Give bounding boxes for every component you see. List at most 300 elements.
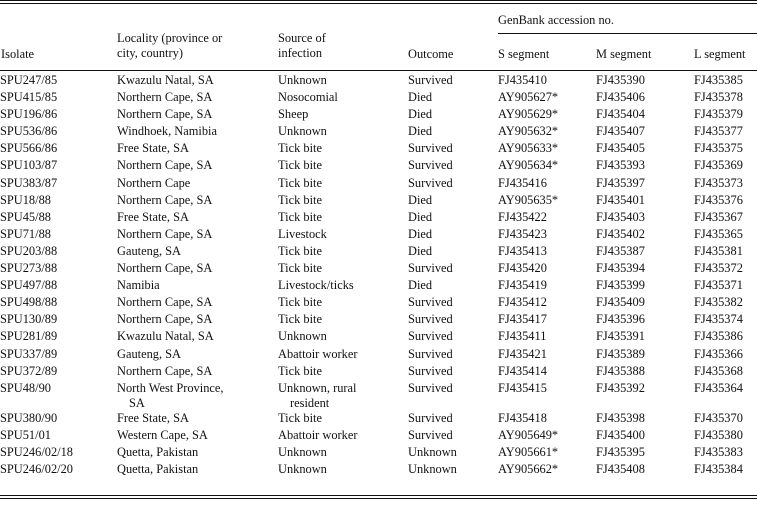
source-cell-text: Tick bite bbox=[278, 141, 322, 156]
outcome-cell bbox=[408, 381, 498, 411]
m-segment-cell-text: FJ435406 bbox=[596, 90, 645, 105]
source-cell-text: Tick bite bbox=[278, 209, 322, 224]
m-segment-cell-text: FJ435391 bbox=[596, 329, 645, 344]
outcome-cell-text: Survived bbox=[408, 363, 453, 378]
l-segment-cell-text: FJ435372 bbox=[694, 261, 743, 276]
source-cell-text: Unknown, rural bbox=[278, 380, 357, 395]
outcome-cell-text: Died bbox=[408, 226, 433, 241]
s-segment-cell-text: FJ435410 bbox=[498, 73, 547, 87]
locality-cell bbox=[117, 364, 278, 381]
s-segment-cell-text: FJ435411 bbox=[498, 329, 547, 344]
isolate-cell bbox=[0, 176, 117, 193]
l-segment-cell-text: FJ435367 bbox=[694, 209, 743, 224]
s-segment-cell bbox=[498, 364, 596, 381]
locality-cell-text: Free State, SA bbox=[117, 410, 189, 425]
source-cell-text: Livestock bbox=[278, 226, 327, 241]
top-rule-thin bbox=[0, 3, 757, 4]
s-segment-cell bbox=[498, 445, 596, 462]
s-segment-cell-text: AY905635* bbox=[498, 192, 559, 207]
locality-cell bbox=[117, 73, 278, 90]
locality-cell bbox=[117, 107, 278, 124]
m-segment-cell-text: FJ435392 bbox=[596, 380, 645, 395]
l-segment-cell-text: FJ435365 bbox=[694, 226, 743, 241]
isolate-cell-text: SPU372/89 bbox=[0, 363, 58, 378]
s-segment-cell-text: FJ435419 bbox=[498, 278, 547, 293]
outcome-cell bbox=[408, 445, 498, 462]
locality-cell-text: Northern Cape, SA bbox=[117, 295, 213, 310]
isolate-cell bbox=[0, 445, 117, 462]
s-segment-cell bbox=[498, 312, 596, 329]
isolate-cell bbox=[0, 312, 117, 329]
isolate-cell-text: SPU18/88 bbox=[0, 192, 51, 207]
table-row bbox=[0, 295, 757, 312]
source-cell bbox=[278, 193, 408, 210]
locality-cell bbox=[117, 445, 278, 462]
isolate-cell-text: SPU566/86 bbox=[0, 141, 58, 156]
top-rule-thick bbox=[0, 0, 757, 1]
locality-cell-text: Northern Cape bbox=[117, 175, 191, 190]
isolate-cell bbox=[0, 107, 117, 124]
l-segment-cell bbox=[694, 278, 757, 295]
l-segment-cell-text: FJ435382 bbox=[694, 295, 743, 310]
header-m-segment: M segment bbox=[596, 47, 652, 61]
isolate-cell bbox=[0, 227, 117, 244]
table-row bbox=[0, 227, 757, 244]
m-segment-cell-text: FJ435395 bbox=[596, 444, 645, 459]
outcome-cell bbox=[408, 244, 498, 261]
s-segment-cell-text: FJ435415 bbox=[498, 380, 547, 395]
source-cell-text: Tick bite bbox=[278, 175, 322, 190]
l-segment-cell-text: FJ435368 bbox=[694, 363, 743, 378]
outcome-cell bbox=[408, 462, 498, 479]
source-cell-text-line2: resident bbox=[290, 395, 330, 410]
source-cell-text: Tick bite bbox=[278, 243, 322, 258]
l-segment-cell bbox=[694, 347, 757, 364]
source-cell-text: Unknown bbox=[278, 444, 327, 459]
header-locality-line1: Locality (province or bbox=[117, 31, 223, 45]
s-segment-cell-text: AY905661* bbox=[498, 444, 559, 459]
s-segment-cell bbox=[498, 462, 596, 479]
source-cell bbox=[278, 227, 408, 244]
bottom-rule-thin bbox=[0, 495, 757, 496]
locality-cell-text-line2: SA bbox=[129, 395, 145, 410]
header-outcome: Outcome bbox=[408, 47, 454, 61]
m-segment-cell bbox=[596, 124, 694, 141]
m-segment-cell bbox=[596, 411, 694, 428]
table-row bbox=[0, 462, 757, 479]
source-cell-text: Tick bite bbox=[278, 261, 322, 276]
outcome-cell-text: Survived bbox=[408, 380, 453, 395]
isolate-cell bbox=[0, 329, 117, 346]
l-segment-cell bbox=[694, 381, 757, 411]
isolate-cell bbox=[0, 347, 117, 364]
l-segment-cell bbox=[694, 107, 757, 124]
outcome-cell-text: Survived bbox=[408, 312, 453, 327]
outcome-cell-text: Died bbox=[408, 209, 433, 224]
source-cell-text: Tick bite bbox=[278, 363, 322, 378]
header-s-segment: S segment bbox=[498, 47, 550, 61]
s-segment-cell bbox=[498, 347, 596, 364]
source-cell bbox=[278, 244, 408, 261]
source-cell-text: Unknown bbox=[278, 461, 327, 476]
m-segment-cell bbox=[596, 261, 694, 278]
s-segment-cell-text: FJ435418 bbox=[498, 410, 547, 425]
l-segment-cell bbox=[694, 210, 757, 227]
l-segment-cell-text: FJ435385 bbox=[694, 73, 743, 87]
isolate-cell-text: SPU71/88 bbox=[0, 226, 51, 241]
table-row bbox=[0, 364, 757, 381]
s-segment-cell-text: AY905627* bbox=[498, 90, 559, 105]
s-segment-cell bbox=[498, 244, 596, 261]
locality-cell-text: Free State, SA bbox=[117, 209, 189, 224]
isolate-cell bbox=[0, 411, 117, 428]
s-segment-cell-text: FJ435423 bbox=[498, 226, 547, 241]
locality-cell bbox=[117, 244, 278, 261]
locality-cell bbox=[117, 411, 278, 428]
l-segment-cell bbox=[694, 364, 757, 381]
locality-cell bbox=[117, 428, 278, 445]
table-body bbox=[0, 73, 757, 479]
m-segment-cell bbox=[596, 73, 694, 90]
data-table bbox=[0, 73, 757, 479]
m-segment-cell-text: FJ435387 bbox=[596, 243, 645, 258]
isolate-cell bbox=[0, 244, 117, 261]
locality-cell bbox=[117, 347, 278, 364]
locality-cell-text: Kwazulu Natal, SA bbox=[117, 329, 214, 344]
s-segment-cell bbox=[498, 428, 596, 445]
isolate-cell bbox=[0, 141, 117, 158]
l-segment-cell-text: FJ435376 bbox=[694, 192, 743, 207]
isolate-cell-text: SPU281/89 bbox=[0, 329, 58, 344]
outcome-cell bbox=[408, 210, 498, 227]
outcome-cell bbox=[408, 124, 498, 141]
s-segment-cell bbox=[498, 278, 596, 295]
s-segment-cell-text: AY905629* bbox=[498, 107, 559, 122]
source-cell bbox=[278, 124, 408, 141]
table-row bbox=[0, 312, 757, 329]
locality-cell bbox=[117, 329, 278, 346]
isolate-cell bbox=[0, 381, 117, 411]
s-segment-cell-text: AY905662* bbox=[498, 461, 559, 476]
table-row bbox=[0, 428, 757, 445]
source-cell bbox=[278, 141, 408, 158]
isolate-cell-text: SPU130/89 bbox=[0, 312, 58, 327]
outcome-cell-text: Unknown bbox=[408, 444, 457, 459]
s-segment-cell-text: AY905649* bbox=[498, 427, 559, 442]
s-segment-cell bbox=[498, 107, 596, 124]
m-segment-cell-text: FJ435401 bbox=[596, 192, 645, 207]
locality-cell-text: Northern Cape, SA bbox=[117, 90, 213, 105]
source-cell bbox=[278, 210, 408, 227]
isolate-cell bbox=[0, 124, 117, 141]
locality-cell-text: Northern Cape, SA bbox=[117, 226, 213, 241]
l-segment-cell-text: FJ435381 bbox=[694, 243, 743, 258]
source-cell bbox=[278, 261, 408, 278]
s-segment-cell bbox=[498, 158, 596, 175]
locality-cell bbox=[117, 261, 278, 278]
s-segment-cell bbox=[498, 411, 596, 428]
s-segment-cell-text: FJ435412 bbox=[498, 295, 547, 310]
l-segment-cell bbox=[694, 73, 757, 90]
source-cell bbox=[278, 445, 408, 462]
isolate-cell bbox=[0, 73, 117, 90]
m-segment-cell bbox=[596, 312, 694, 329]
l-segment-cell-text: FJ435374 bbox=[694, 312, 743, 327]
l-segment-cell bbox=[694, 244, 757, 261]
outcome-cell bbox=[408, 312, 498, 329]
table-row bbox=[0, 141, 757, 158]
m-segment-cell bbox=[596, 428, 694, 445]
header-source-line1: Source of bbox=[278, 31, 326, 45]
source-cell-text: Tick bite bbox=[278, 312, 322, 327]
source-cell-text: Tick bite bbox=[278, 410, 322, 425]
locality-cell bbox=[117, 381, 278, 411]
outcome-cell bbox=[408, 261, 498, 278]
table-row bbox=[0, 210, 757, 227]
source-cell bbox=[278, 329, 408, 346]
isolate-cell-text: SPU48/90 bbox=[0, 380, 51, 395]
isolate-cell bbox=[0, 364, 117, 381]
l-segment-cell bbox=[694, 462, 757, 479]
locality-cell bbox=[117, 462, 278, 479]
source-cell bbox=[278, 107, 408, 124]
outcome-cell-text: Survived bbox=[408, 329, 453, 344]
outcome-cell-text: Died bbox=[408, 124, 433, 139]
genbank-span-rule bbox=[498, 33, 757, 34]
m-segment-cell-text: FJ435390 bbox=[596, 73, 645, 87]
source-cell-text: Abattoir worker bbox=[278, 346, 358, 361]
source-cell bbox=[278, 411, 408, 428]
m-segment-cell bbox=[596, 107, 694, 124]
table-row bbox=[0, 381, 757, 411]
isolate-cell-text: SPU103/87 bbox=[0, 158, 58, 173]
table-row bbox=[0, 445, 757, 462]
isolate-cell-text: SPU273/88 bbox=[0, 261, 58, 276]
source-cell bbox=[278, 312, 408, 329]
l-segment-cell-text: FJ435380 bbox=[694, 427, 743, 442]
m-segment-cell bbox=[596, 227, 694, 244]
s-segment-cell bbox=[498, 193, 596, 210]
locality-cell-text: Northern Cape, SA bbox=[117, 192, 213, 207]
m-segment-cell-text: FJ435409 bbox=[596, 295, 645, 310]
source-cell bbox=[278, 364, 408, 381]
m-segment-cell-text: FJ435407 bbox=[596, 124, 645, 139]
outcome-cell bbox=[408, 227, 498, 244]
locality-cell-text: Windhoek, Namibia bbox=[117, 124, 217, 139]
l-segment-cell-text: FJ435370 bbox=[694, 410, 743, 425]
l-segment-cell-text: FJ435371 bbox=[694, 278, 743, 293]
source-cell-text: Unknown bbox=[278, 124, 327, 139]
source-cell bbox=[278, 73, 408, 90]
s-segment-cell bbox=[498, 90, 596, 107]
outcome-cell bbox=[408, 278, 498, 295]
outcome-cell bbox=[408, 73, 498, 90]
l-segment-cell-text: FJ435378 bbox=[694, 90, 743, 105]
s-segment-cell-text: AY905632* bbox=[498, 124, 559, 139]
isolate-cell bbox=[0, 261, 117, 278]
isolate-cell bbox=[0, 193, 117, 210]
locality-cell bbox=[117, 278, 278, 295]
outcome-cell bbox=[408, 411, 498, 428]
s-segment-cell bbox=[498, 329, 596, 346]
locality-cell-text: Northern Cape, SA bbox=[117, 158, 213, 173]
isolate-cell bbox=[0, 158, 117, 175]
isolate-cell-text: SPU380/90 bbox=[0, 410, 58, 425]
l-segment-cell bbox=[694, 176, 757, 193]
locality-cell bbox=[117, 295, 278, 312]
isolate-cell-text: SPU246/02/18 bbox=[0, 444, 73, 459]
source-cell bbox=[278, 90, 408, 107]
s-segment-cell bbox=[498, 124, 596, 141]
locality-cell-text: Northern Cape, SA bbox=[117, 312, 213, 327]
l-segment-cell-text: FJ435366 bbox=[694, 346, 743, 361]
m-segment-cell bbox=[596, 381, 694, 411]
s-segment-cell bbox=[498, 73, 596, 90]
outcome-cell bbox=[408, 364, 498, 381]
table-row bbox=[0, 158, 757, 175]
table-row bbox=[0, 244, 757, 261]
locality-cell-text: Gauteng, SA bbox=[117, 243, 182, 258]
outcome-cell-text: Survived bbox=[408, 141, 453, 156]
isolate-cell-text: SPU247/85 bbox=[0, 73, 58, 87]
table-row bbox=[0, 193, 757, 210]
source-cell-text: Unknown bbox=[278, 73, 327, 87]
m-segment-cell-text: FJ435389 bbox=[596, 346, 645, 361]
locality-cell bbox=[117, 90, 278, 107]
m-segment-cell-text: FJ435403 bbox=[596, 209, 645, 224]
isolate-cell-text: SPU196/86 bbox=[0, 107, 58, 122]
m-segment-cell bbox=[596, 329, 694, 346]
table-row bbox=[0, 329, 757, 346]
locality-cell bbox=[117, 193, 278, 210]
l-segment-cell bbox=[694, 193, 757, 210]
m-segment-cell bbox=[596, 141, 694, 158]
outcome-cell-text: Survived bbox=[408, 295, 453, 310]
locality-cell-text: Kwazulu Natal, SA bbox=[117, 73, 214, 87]
locality-cell bbox=[117, 227, 278, 244]
s-segment-cell bbox=[498, 295, 596, 312]
locality-cell bbox=[117, 141, 278, 158]
locality-cell-text: Free State, SA bbox=[117, 141, 189, 156]
locality-cell bbox=[117, 176, 278, 193]
header-source-line2: infection bbox=[278, 46, 323, 60]
header-locality-line2: city, country) bbox=[117, 46, 183, 60]
m-segment-cell-text: FJ435388 bbox=[596, 363, 645, 378]
isolate-cell bbox=[0, 278, 117, 295]
source-cell-text: Abattoir worker bbox=[278, 427, 358, 442]
outcome-cell-text: Survived bbox=[408, 73, 453, 87]
isolate-cell bbox=[0, 210, 117, 227]
m-segment-cell-text: FJ435398 bbox=[596, 410, 645, 425]
bottom-rule-thick bbox=[0, 498, 757, 499]
l-segment-cell bbox=[694, 295, 757, 312]
outcome-cell-text: Unknown bbox=[408, 461, 457, 476]
header-isolate: Isolate bbox=[1, 47, 35, 61]
s-segment-cell bbox=[498, 381, 596, 411]
isolate-cell bbox=[0, 428, 117, 445]
m-segment-cell-text: FJ435402 bbox=[596, 226, 645, 241]
m-segment-cell-text: FJ435399 bbox=[596, 278, 645, 293]
table-row bbox=[0, 73, 757, 90]
source-cell-text: Tick bite bbox=[278, 158, 322, 173]
s-segment-cell-text: FJ435421 bbox=[498, 346, 547, 361]
source-cell-text: Unknown bbox=[278, 329, 327, 344]
outcome-cell-text: Survived bbox=[408, 158, 453, 173]
locality-cell bbox=[117, 312, 278, 329]
m-segment-cell bbox=[596, 193, 694, 210]
source-cell-text: Tick bite bbox=[278, 295, 322, 310]
s-segment-cell-text: AY905633* bbox=[498, 141, 559, 156]
outcome-cell-text: Survived bbox=[408, 427, 453, 442]
s-segment-cell bbox=[498, 210, 596, 227]
source-cell bbox=[278, 462, 408, 479]
l-segment-cell-text: FJ435373 bbox=[694, 175, 743, 190]
l-segment-cell-text: FJ435386 bbox=[694, 329, 743, 344]
outcome-cell bbox=[408, 428, 498, 445]
isolate-cell-text: SPU203/88 bbox=[0, 243, 58, 258]
l-segment-cell-text: FJ435383 bbox=[694, 444, 743, 459]
outcome-cell-text: Survived bbox=[408, 175, 453, 190]
m-segment-cell-text: FJ435393 bbox=[596, 158, 645, 173]
l-segment-cell bbox=[694, 90, 757, 107]
l-segment-cell bbox=[694, 411, 757, 428]
l-segment-cell-text: FJ435364 bbox=[694, 380, 743, 395]
isolate-cell-text: SPU246/02/20 bbox=[0, 461, 73, 476]
m-segment-cell-text: FJ435404 bbox=[596, 107, 645, 122]
l-segment-cell bbox=[694, 158, 757, 175]
l-segment-cell-text: FJ435375 bbox=[694, 141, 743, 156]
s-segment-cell-text: AY905634* bbox=[498, 158, 559, 173]
outcome-cell-text: Survived bbox=[408, 410, 453, 425]
isolate-cell-text: SPU497/88 bbox=[0, 278, 58, 293]
isolate-cell-text: SPU536/86 bbox=[0, 124, 58, 139]
source-cell bbox=[278, 347, 408, 364]
s-segment-cell bbox=[498, 176, 596, 193]
outcome-cell-text: Died bbox=[408, 192, 433, 207]
table-row bbox=[0, 261, 757, 278]
outcome-cell bbox=[408, 141, 498, 158]
l-segment-cell-text: FJ435379 bbox=[694, 107, 743, 122]
outcome-cell-text: Died bbox=[408, 278, 433, 293]
l-segment-cell bbox=[694, 124, 757, 141]
source-cell-text: Nosocomial bbox=[278, 90, 338, 105]
s-segment-cell bbox=[498, 141, 596, 158]
m-segment-cell bbox=[596, 90, 694, 107]
m-segment-cell bbox=[596, 364, 694, 381]
source-cell-text: Livestock/ticks bbox=[278, 278, 354, 293]
s-segment-cell-text: FJ435413 bbox=[498, 243, 547, 258]
isolate-cell-text: SPU415/85 bbox=[0, 90, 58, 105]
source-cell bbox=[278, 381, 408, 411]
isolate-cell-text: SPU337/89 bbox=[0, 346, 58, 361]
header-bottom-rule bbox=[0, 70, 757, 71]
source-cell bbox=[278, 428, 408, 445]
l-segment-cell bbox=[694, 261, 757, 278]
isolate-cell bbox=[0, 90, 117, 107]
l-segment-cell bbox=[694, 445, 757, 462]
m-segment-cell-text: FJ435400 bbox=[596, 427, 645, 442]
locality-cell-text: Quetta, Pakistan bbox=[117, 461, 199, 476]
m-segment-cell-text: FJ435408 bbox=[596, 461, 645, 476]
isolate-cell bbox=[0, 462, 117, 479]
l-segment-cell bbox=[694, 141, 757, 158]
locality-cell bbox=[117, 210, 278, 227]
s-segment-cell-text: FJ435417 bbox=[498, 312, 547, 327]
outcome-cell-text: Died bbox=[408, 107, 433, 122]
l-segment-cell-text: FJ435377 bbox=[694, 124, 743, 139]
source-cell-text: Sheep bbox=[278, 107, 309, 122]
locality-cell bbox=[117, 158, 278, 175]
